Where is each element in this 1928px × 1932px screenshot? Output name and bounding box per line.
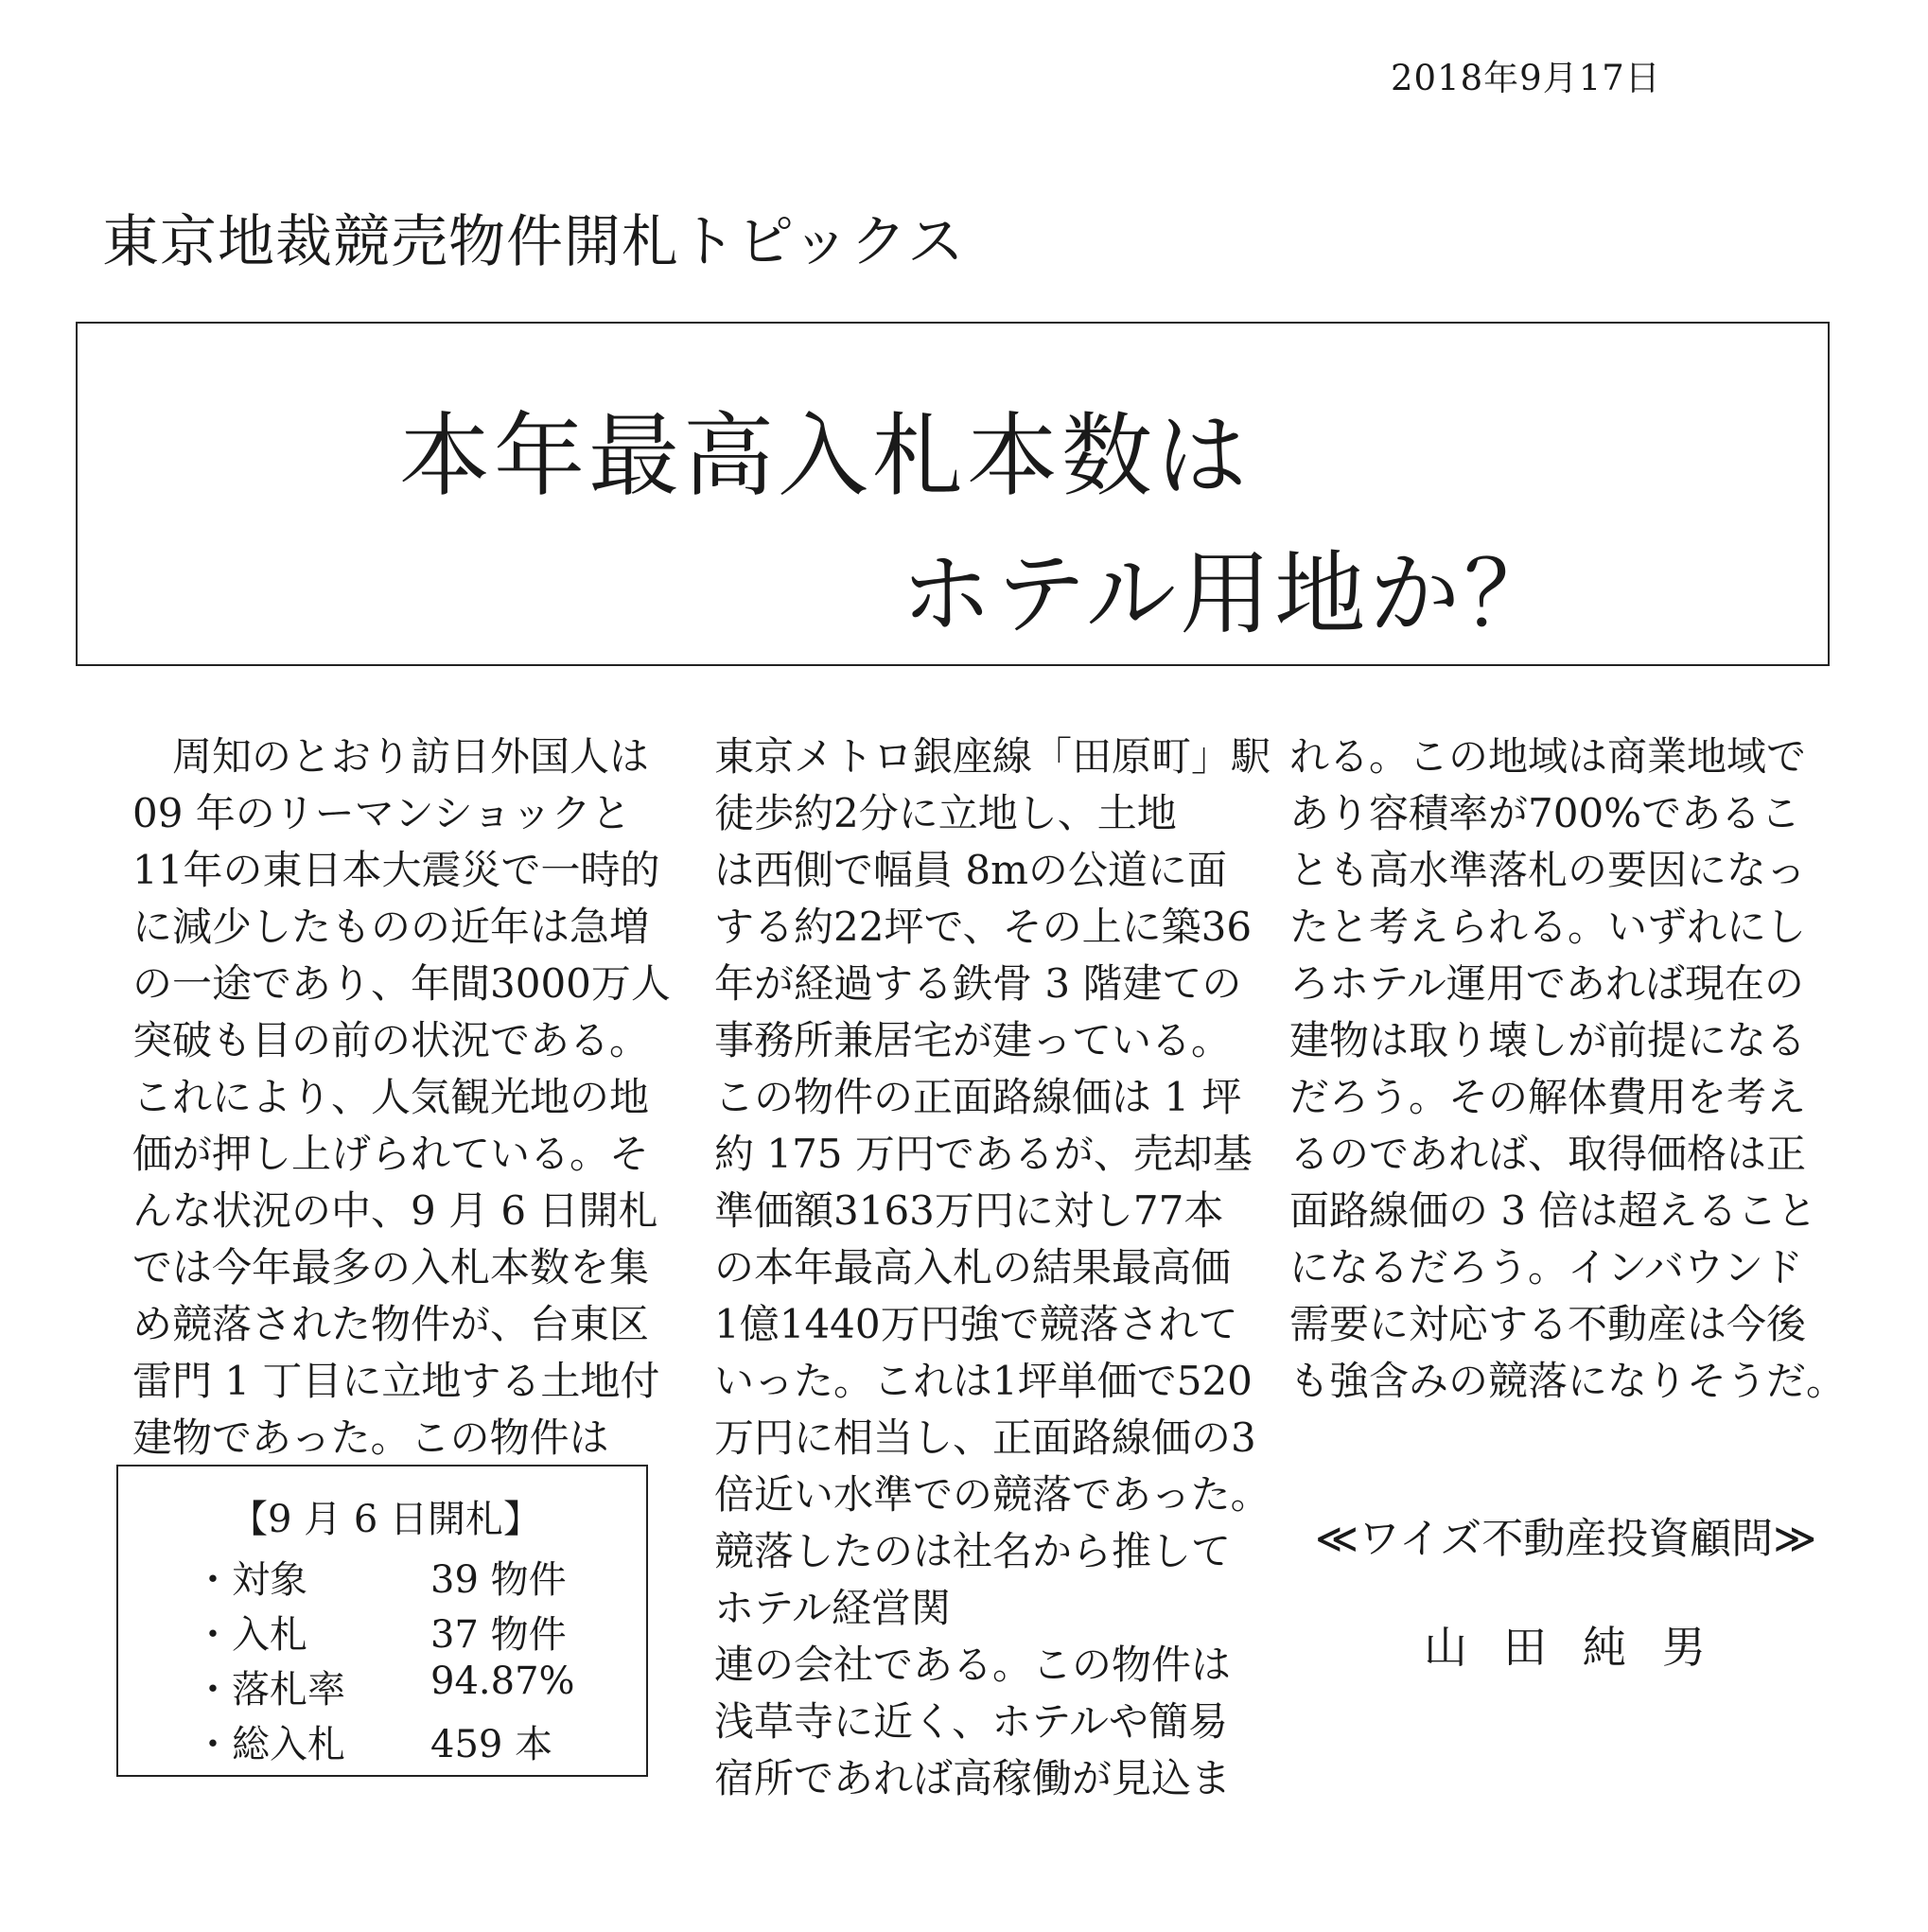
article-line: 年が経過する鉄骨 3 階建ての [714, 960, 1242, 1007]
stats-label: ・総入札 [194, 1723, 345, 1766]
article-line: るのであれば、取得価格は正 [1289, 1131, 1807, 1177]
auction-stats-box [116, 1465, 648, 1777]
series-title: 東京地裁競売物件開札トピックス [102, 209, 965, 275]
stats-value: 459 本 [430, 1723, 553, 1766]
article-line: れる。この地域は商業地域で [1289, 733, 1807, 780]
article-date: 2018年9月17日 [1391, 58, 1661, 98]
article-column-1 [132, 729, 671, 1467]
headline-box [76, 322, 1830, 666]
article-line: 宿所であれば高稼働が見込ま [714, 1755, 1232, 1801]
article-line: になるだろう。インバウンド [1289, 1244, 1804, 1291]
stats-value: 37 物件 [430, 1613, 567, 1657]
article-line: では今年最多の入札本数を集 [132, 1244, 650, 1291]
article-line: 約 175 万円であるが、売却基 [714, 1131, 1253, 1177]
stats-label: ・対象 [194, 1558, 307, 1602]
article-line: 面路線価の 3 倍は超えること [1289, 1187, 1817, 1234]
article-line: これにより、人気観光地の地 [132, 1074, 650, 1120]
article-line: 徒歩約2分に立地し、土地 [714, 790, 1177, 836]
article-line: 東京メトロ銀座線「田原町」駅 [714, 733, 1271, 780]
article-line: め競落された物件が、台東区 [132, 1301, 650, 1347]
article-line: 突破も目の前の状況である。 [132, 1017, 650, 1063]
article-line: 雷門 1 丁目に立地する土地付 [132, 1358, 660, 1404]
article-line: の一途であり、年間3000万人 [132, 960, 671, 1007]
article-line: 浅草寺に近く、ホテルや簡易 [714, 1698, 1229, 1745]
article-line: 09 年のリーマンショックと [132, 790, 631, 836]
headline-line-2: ホテル用地か？ [901, 541, 1559, 647]
article-line: 周知のとおり訪日外国人は [132, 733, 650, 780]
article-line: 価が押し上げられている。そ [132, 1131, 650, 1177]
article-line: 連の会社である。この物件は [714, 1642, 1232, 1688]
article-line: に減少したものの近年は急増 [132, 904, 650, 950]
article-column-3 [1289, 729, 1846, 1410]
article-line: 万円に相当し、正面路線価の3 [714, 1414, 1256, 1461]
article-line: は西側で幅員 8mの公道に面 [714, 847, 1227, 893]
article-line: たと考えられる。いずれにし [1289, 904, 1807, 950]
article-line: ホテル経営関 [714, 1585, 951, 1631]
article-line: ろホテル運用であれば現在の [1289, 960, 1804, 1007]
article-line: 競落したのは社名から推して [714, 1528, 1232, 1574]
article-line: の本年最高入札の結果最高価 [714, 1244, 1232, 1291]
article-line: する約22坪で、その上に築36 [714, 904, 1253, 950]
stats-value: 94.87% [430, 1660, 575, 1703]
article-line: 11年の東日本大震災で一時的 [132, 847, 660, 893]
article-line: この物件の正面路線価は 1 坪 [714, 1074, 1242, 1120]
article-line: だろう。その解体費用を考え [1289, 1074, 1807, 1120]
article-line: 需要に対応する不動産は今後 [1289, 1301, 1807, 1347]
stats-value: 39 物件 [430, 1558, 567, 1602]
article-line: 準価額3163万円に対し77本 [714, 1187, 1224, 1234]
article-line: 1億1440万円強で競落されて [714, 1301, 1238, 1347]
stats-label: ・入札 [194, 1613, 307, 1657]
stats-title: 【9 月 6 日開札】 [230, 1498, 542, 1541]
article-line: 倍近い水準での競落であった。 [714, 1471, 1271, 1518]
article-line: いった。これは1坪単価で520 [714, 1358, 1253, 1404]
firm-name: ≪ワイズ不動産投資顧問≫ [1315, 1515, 1817, 1563]
article-line: 建物であった。この物件は [132, 1414, 609, 1461]
article-line: あり容積率が700%であるこ [1289, 790, 1801, 836]
article-column-2 [714, 729, 1271, 1807]
article-line: 事務所兼居宅が建っている。 [714, 1017, 1232, 1063]
stats-label: ・落札率 [194, 1668, 345, 1712]
article-line: んな状況の中、9 月 6 日開札 [132, 1187, 658, 1234]
article-line: 建物は取り壊しが前提になる [1289, 1017, 1807, 1063]
author-name: 山田純男 [1424, 1622, 1742, 1673]
headline-line-1: 本年最高入札本数は [399, 403, 1251, 509]
article-line: とも高水準落札の要因になっ [1289, 847, 1807, 893]
article-line: も強含みの競落になりそうだ。 [1289, 1358, 1847, 1404]
